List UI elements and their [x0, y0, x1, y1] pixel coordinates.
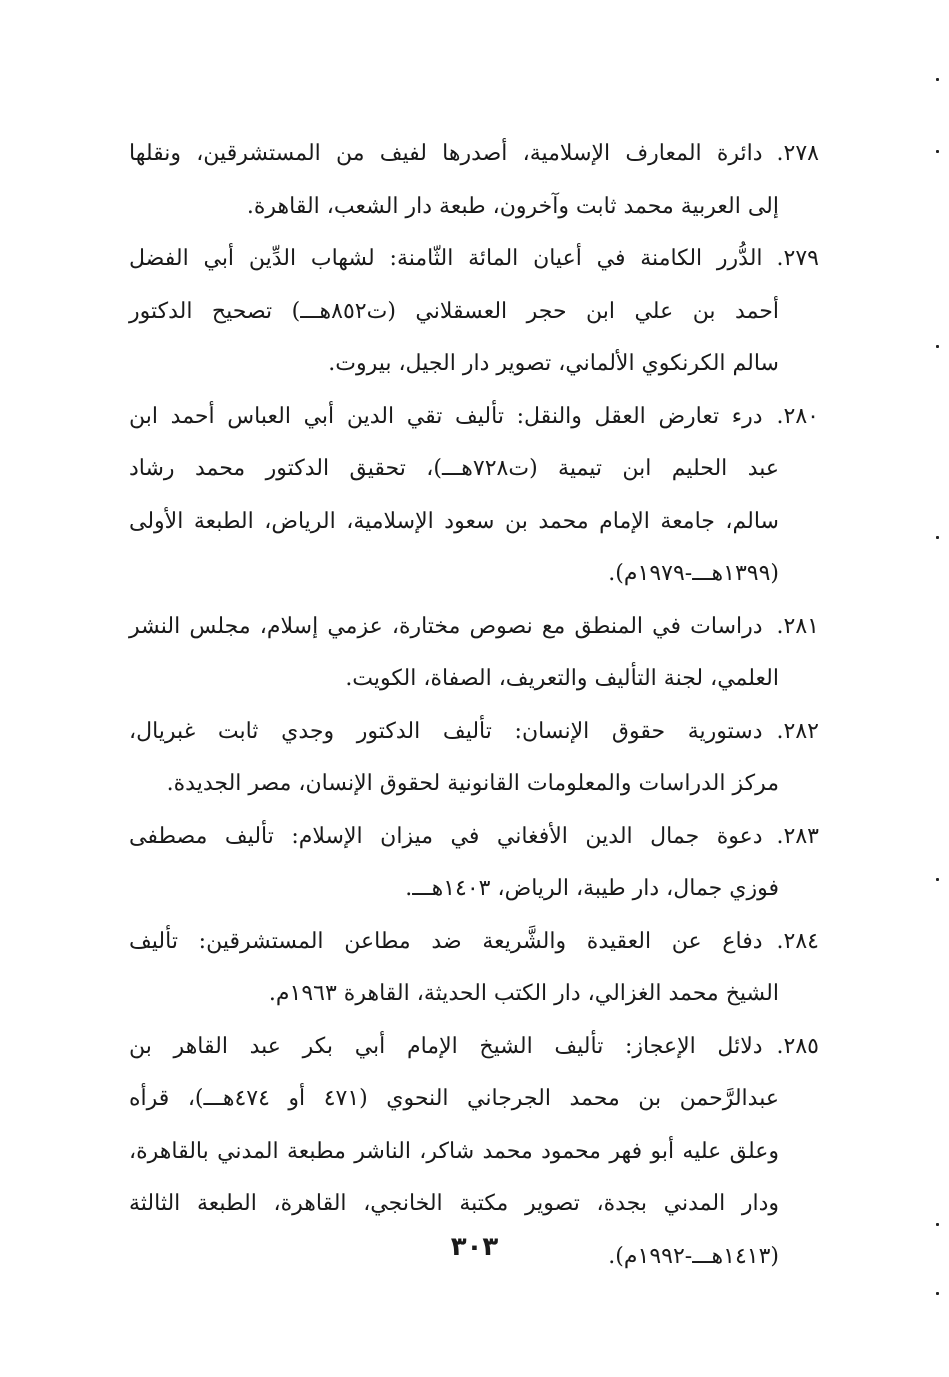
entry-number: ٢٧٨.: [776, 141, 819, 166]
bibliography-entry-284: [129, 916, 819, 1021]
bibliography-entry-282: [129, 706, 819, 811]
entry-line: وعلق عليه أبو فهر محمود محمد شاكر، الناشر مطبعة المدني بالقاهرة،: [129, 1138, 779, 1164]
bibliography-entry-281: [129, 601, 819, 706]
entry-line: (١٤١٣هـــ-١٩٩٢م).: [608, 1243, 779, 1269]
scan-speck: [936, 78, 939, 81]
entry-number: ٢٧٩.: [776, 246, 819, 271]
scan-speck: [936, 536, 939, 539]
scan-speck: [936, 150, 939, 153]
entry-number: ٢٨٠.: [776, 403, 819, 429]
entry-line: دراسات في المنطق مع نصوص مختارة، عزمي إسلام، مجلس النشر: [129, 613, 763, 639]
entry-line: إلى العربية محمد ثابت وآخرون، طبعة دار الشعب، القاهرة.: [246, 193, 779, 219]
entry-line: ودار المدني بجدة، تصوير مكتبة الخانجي، القاهرة، الطبعة الثالثة: [129, 1191, 779, 1216]
bibliography-entry-280: [129, 391, 819, 601]
entry-line: درء تعارض العقل والنقل: تأليف تقي الدين أبي العباس أحمد ابن: [129, 403, 763, 429]
bibliography-page: [129, 128, 819, 1283]
scan-speck: [936, 345, 939, 348]
entry-line: سالم الكرنكوي الألماني، تصوير دار الجيل، بيروت.: [328, 351, 779, 376]
entry-line: دعوة جمال الدين الأفغاني في ميزان الإسلام: تأليف مصطفى: [129, 823, 763, 849]
entry-line: دستورية حقوق الإنسان: تأليف الدكتور وجدي ثابت غبريال،: [129, 718, 763, 744]
entry-line: مركز الدراسات والمعلومات القانونية لحقوق الإنسان، مصر الجديدة.: [166, 771, 779, 796]
bibliography-entry-283: [129, 811, 819, 916]
entry-number: ٢٨٣.: [776, 823, 819, 849]
entry-line: (١٣٩٩هـــ-١٩٧٩م).: [608, 561, 779, 586]
entry-line: أحمد بن علي ابن حجر العسقلاني (ت٨٥٢هـــ) تصحيح الدكتور: [129, 298, 780, 324]
entry-line: دائرة المعارف الإسلامية، أصدرها لفيف من المستشرقين، ونقلها: [129, 141, 763, 166]
entry-line: فوزي جمال، دار طيبة، الرياض، ١٤٠٣هـــ.: [405, 876, 779, 901]
entry-line: الدُّرر الكامنة في أعيان المائة الثّامنة: لشهاب الدِّين أبي الفضل: [129, 246, 763, 271]
scan-speck: [936, 1223, 939, 1226]
entry-line: عبد الحليم ابن تيمية (ت٧٢٨هـــ)، تحقيق الدكتور محمد رشاد: [129, 456, 780, 481]
entry-number: ٢٨٥.: [776, 1033, 819, 1059]
entry-line: عبدالرَّحمن بن محمد الجرجاني النحوي (٤٧١ أو ٤٧٤هـــ)، قرأه: [129, 1086, 779, 1111]
entry-line: دفاع عن العقيدة والشَّريعة ضد مطاعن المستشرقين: تأليف: [129, 928, 763, 954]
entry-line: العلمي، لجنة التأليف والتعريف، الصفاة، الكويت.: [345, 666, 779, 691]
entry-line: الشيخ محمد الغزالي، دار الكتب الحديثة، القاهرة ١٩٦٣م.: [268, 981, 779, 1006]
page-number: ٣٠٣: [450, 1232, 499, 1262]
entry-line: دلائل الإعجاز: تأليف الشيخ الإمام أبي بكر عبد القاهر بن: [129, 1033, 763, 1059]
entry-number: ٢٨١.: [776, 613, 819, 639]
entry-number: ٢٨٤.: [776, 928, 819, 954]
bibliography-entry-279: [129, 233, 819, 391]
entry-line: سالم، جامعة الإمام محمد بن سعود الإسلامية، الرياض، الطبعة الأولى: [129, 508, 779, 534]
scan-speck: [936, 1292, 939, 1295]
bibliography-entry-278: [129, 128, 819, 233]
scan-speck: [936, 878, 939, 881]
entry-number: ٢٨٢.: [776, 718, 819, 744]
